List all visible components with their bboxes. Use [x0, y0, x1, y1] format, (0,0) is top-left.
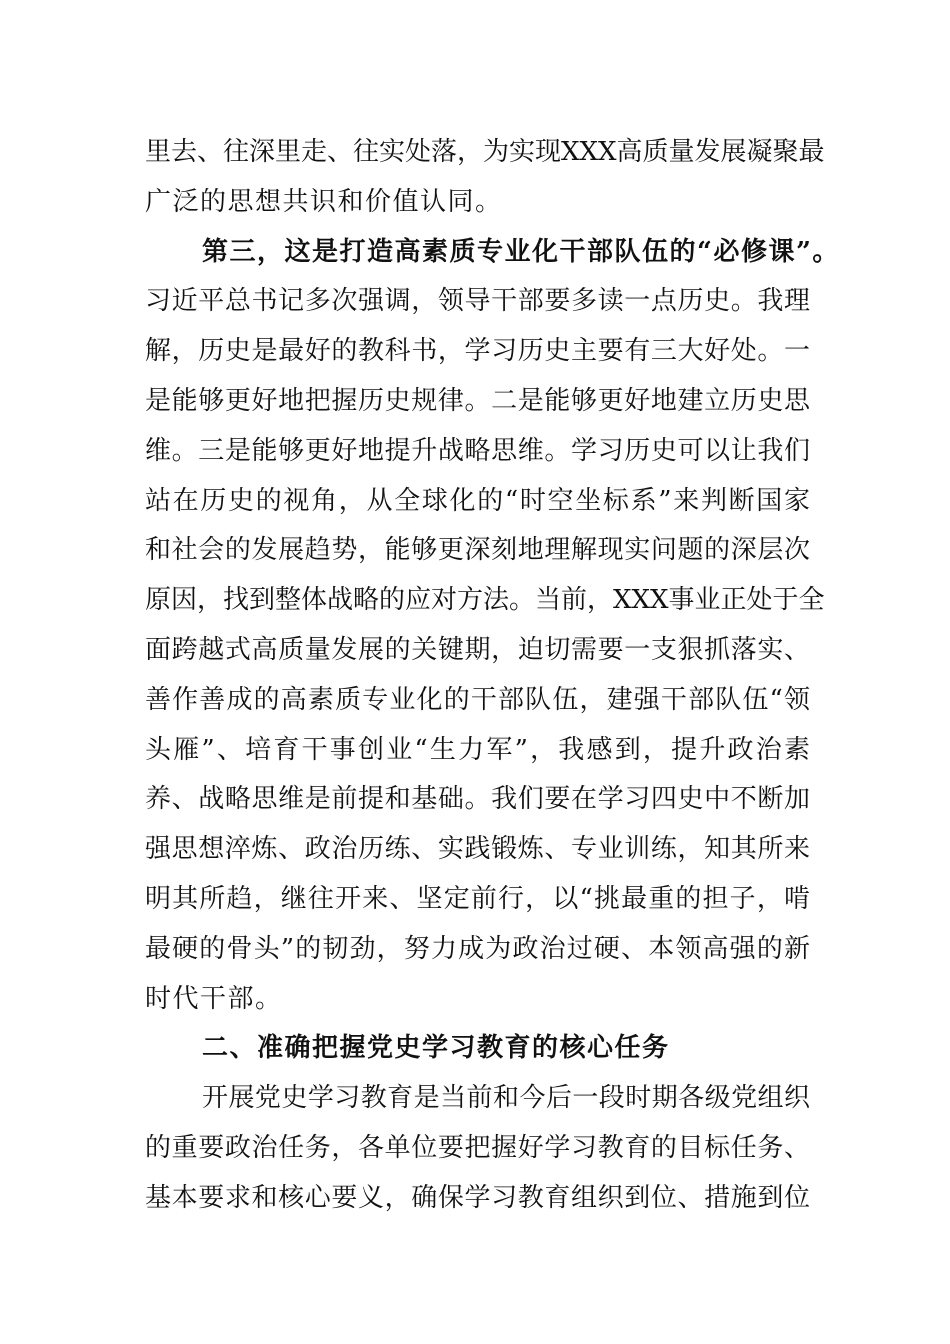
section-heading: 二、准确把握党史学习教育的核心任务 [202, 1033, 670, 1064]
text-line: 最硬的骨头”的韧劲，努力成为政治过硬、本领高强的新 [145, 933, 810, 964]
text-line: 的重要政治任务，各单位要把握好学习教育的目标任务、 [145, 1132, 810, 1163]
text-line: 强思想淬炼、政治历练、实践锻炼、专业训练，知其所来 [145, 834, 810, 865]
text-line: 头雁”、培育干事创业“生力军”，我感到，提升政治素 [145, 734, 810, 765]
text-line: 面跨越式高质量发展的关键期，迫切需要一支狠抓落实、 [145, 634, 810, 665]
text-line: 和社会的发展趋势，能够更深刻地理解现实问题的深层次 [145, 535, 810, 566]
text-line: 明其所趋，继往开来、坚定前行，以“挑最重的担子，啃 [145, 883, 810, 914]
text-line: 原因，找到整体战略的应对方法。当前，XXX事业正处于全 [145, 585, 825, 616]
text-line: 维。三是能够更好地提升战略思维。学习历史可以让我们 [145, 435, 810, 466]
document-body [145, 128, 840, 1224]
text-line: 站在历史的视角，从全球化的“时空坐标系”来判断国家 [145, 485, 810, 516]
text-line: 开展党史学习教育是当前和今后一段时期各级党组织 [202, 1083, 810, 1114]
text-line: 广泛的思想共识和价值认同。 [145, 186, 503, 217]
text-line: 解，历史是最好的教科书，学习历史主要有三大好处。一 [145, 336, 810, 367]
text-line: 习近平总书记多次强调，领导干部要多读一点历史。我理 [145, 286, 810, 317]
bold-lead-sentence: 第三，这是打造高素质专业化干部队伍的“必修课”。 [202, 236, 840, 267]
text-line: 里去、往深里走、往实处落，为实现XXX高质量发展凝聚最 [145, 137, 825, 167]
text-line: 基本要求和核心要义，确保学习教育组织到位、措施到位 [145, 1182, 810, 1213]
text-line: 善作善成的高素质专业化的干部队伍，建强干部队伍“领 [145, 684, 810, 715]
text-line: 时代干部。 [145, 983, 283, 1014]
text-line: 养、战略思维是前提和基础。我们要在学习四史中不断加 [145, 784, 810, 815]
text-line: 是能够更好地把握历史规律。二是能够更好地建立历史思 [145, 385, 810, 416]
